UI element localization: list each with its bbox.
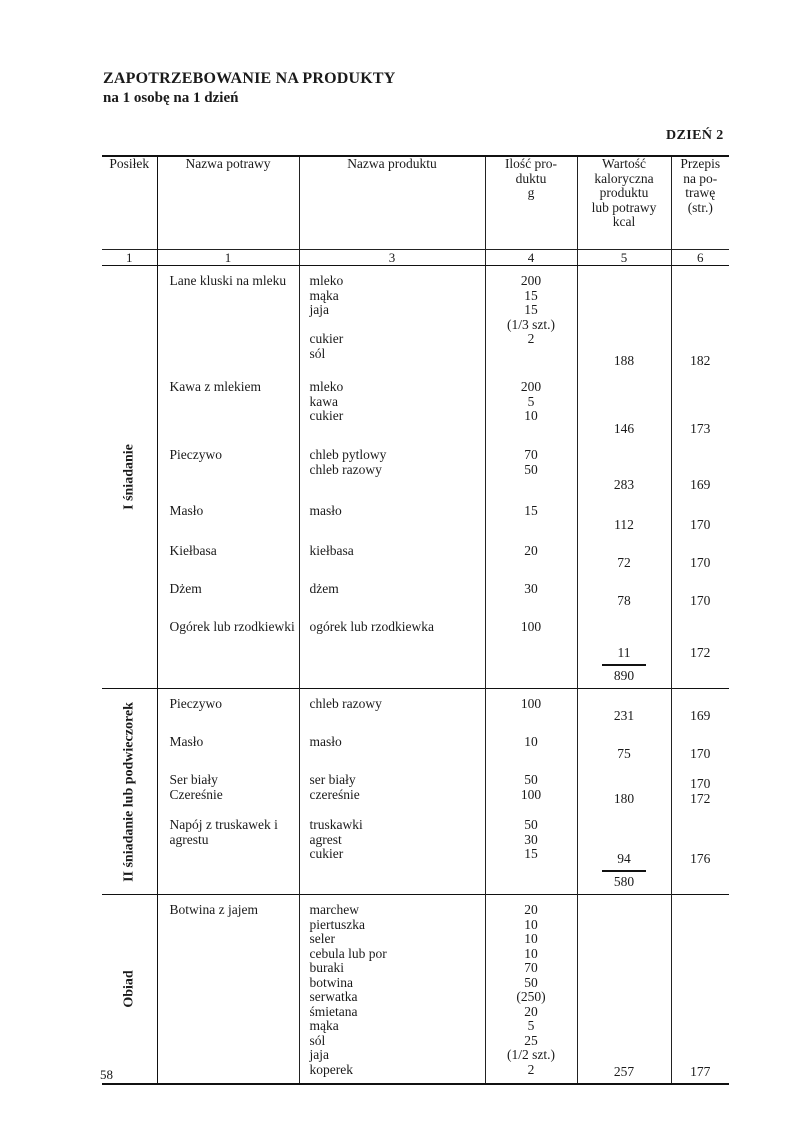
quantity-list [485,810,577,870]
col-number: 3 [299,250,485,266]
product-name [310,318,483,333]
quantity-value: 20 [524,1003,538,1019]
quantity-value: 2 [527,1061,535,1077]
quantity-value: (1/3 szt.) [507,316,555,332]
recipe-page: 170 [690,554,711,570]
dish-name: Ser biały Czereśnie [157,765,299,810]
dish-name: Botwina z jajem [157,895,299,1085]
product-name: ogórek lub rzodkiewka [309,619,434,634]
table-row [102,496,729,536]
quantity-value: 10 [524,945,538,961]
quantity-value: 50 [524,817,538,832]
recipe-page: 169 [690,476,711,492]
empty-cell [157,870,299,895]
day-label: DZIEŃ 2 [666,128,724,143]
kcal-value: 78 [577,574,671,612]
quantity-value: 100 [520,619,542,634]
product-name: marchew [309,902,359,917]
quantity-value: 100 [520,786,542,802]
product-name: ser biały [309,772,356,787]
product-name: czereśnie [309,786,360,802]
quantity-list [485,536,577,574]
product-name: śmietana [309,1003,358,1019]
quantity-value: 15 [524,287,538,303]
product-name: kawa [309,393,338,409]
quantity-list [485,612,577,664]
meal-label: II śniadanie lub podwieczorek [121,701,137,882]
empty-cell [157,664,299,689]
dish-name: Masło [157,727,299,765]
kcal-value: 146 [577,372,671,440]
col-header-dish: Nazwa potrawy [157,156,299,250]
product-list [299,689,485,728]
quantity-value: 25 [524,1032,538,1048]
product-name: piertuszka [309,916,365,932]
product-name: truskawki [309,817,363,832]
kcal-value: 180 [577,765,671,810]
table-row [102,574,729,612]
quantity-value: 15 [524,846,538,861]
table-row [102,689,729,728]
quantity-value: 2 [527,331,535,346]
recipe-page: 169 [671,689,729,728]
col-header-kcal: Wartość kaloryczna produktu lub potrawy kcal [577,156,671,250]
meal-label-cell [102,895,157,1085]
total-row [102,664,729,689]
quantity-value: 15 [524,503,538,518]
quantity-value: 30 [524,581,538,596]
quantity-list [485,765,577,810]
kcal-value: 75 [577,727,671,765]
product-name: sól [309,1032,326,1048]
product-name: mąka [309,1018,339,1033]
quantity-list [485,440,577,496]
recipe-page: 182 [671,266,729,373]
col-number: 5 [577,250,671,266]
quantity-value: 30 [524,831,538,847]
recipe-page: 176 [690,850,711,866]
product-list [299,266,485,373]
col-header-meal: Posiłek [102,156,157,250]
quantity-list [485,266,577,373]
column-number-row [102,250,729,266]
table-row [102,727,729,765]
dish-name: Kawa z mlekiem [157,372,299,440]
product-list [299,574,485,612]
quantity-list [485,689,577,728]
quantity-value: 20 [524,543,538,558]
product-name: sól [309,345,326,361]
recipe-page: 170 [690,745,711,761]
product-name: chleb pytlowy [309,447,387,462]
col-header-quantity: Ilość pro- duktu g [485,156,577,250]
total-row [102,870,729,895]
page-number: 58 [100,1067,113,1082]
table-row [102,895,729,1085]
product-name: chleb razowy [309,461,382,477]
product-name: jaja [309,1047,329,1062]
product-name: mleko [309,273,344,288]
kcal-value: 257 [577,895,671,1085]
table-row [102,440,729,496]
product-name: kiełbasa [309,543,354,558]
empty-cell [485,664,577,689]
quantity-value [486,347,577,362]
product-name: masło [309,503,342,518]
table-row [102,372,729,440]
empty-cell [671,664,729,689]
dish-name: Pieczywo [157,689,299,728]
product-list [299,895,485,1085]
quantity-value: 10 [524,408,538,423]
recipe-page: 170 [690,516,711,532]
kcal-value: 72 [577,536,671,574]
product-name: cebula lub por [309,945,387,961]
table-row [102,612,729,664]
product-name: koperek [309,1061,353,1077]
quantity-list [485,496,577,536]
table-row [102,536,729,574]
product-list [299,612,485,664]
product-name: buraki [309,960,344,975]
quantity-value: 100 [520,696,542,711]
quantity-value: 50 [524,772,538,787]
table-row [102,266,729,373]
dish-name: Lane kluski na mleku [157,266,299,373]
recipe-page: 177 [671,895,729,1085]
kcal-value: 94 [577,810,671,870]
quantity-value: 10 [524,916,538,932]
quantity-value: 70 [524,960,538,975]
quantity-list [485,574,577,612]
product-name: cukier [309,408,344,423]
empty-cell [299,664,485,689]
table-row [102,810,729,870]
quantity-value: 10 [524,734,538,749]
product-name: jaja [309,302,329,317]
product-name: serwatka [309,989,358,1004]
col-number: 1 [102,250,157,266]
menu-table [102,155,729,1085]
total-kcal: 580 [577,870,671,895]
product-name: dżem [309,581,339,596]
kcal-value: 112 [577,496,671,536]
col-number: 1 [157,250,299,266]
empty-cell [299,870,485,895]
quantity-value: (1/2 szt.) [507,1047,555,1062]
page-title: ZAPOTRZEBOWANIE NA PRODUKTY [103,70,396,87]
header-row [102,156,729,250]
product-name: mąka [309,287,339,303]
quantity-value: 5 [527,1018,535,1033]
dish-name: Masło [157,496,299,536]
product-list [299,536,485,574]
dish-name: Ogórek lub rzodkiewki [157,612,299,664]
quantity-value: 200 [520,379,542,394]
product-name: chleb razowy [309,696,382,711]
dish-name: Pieczywo [157,440,299,496]
col-header-product: Nazwa produktu [299,156,485,250]
product-list [299,496,485,536]
quantity-value: 20 [524,902,538,917]
meal-label: I śniadanie [121,444,137,510]
col-number: 6 [671,250,729,266]
page-subtitle: na 1 osobę na 1 dzień [103,90,239,106]
quantity-value: 50 [524,974,538,990]
recipe-page: 170 172 [690,776,711,806]
quantity-value: 10 [524,931,538,946]
quantity-value: 50 [524,461,538,477]
quantity-list [485,895,577,1085]
kcal-value: 231 [577,689,671,728]
menu-body [102,266,729,1085]
product-name: seler [309,931,335,946]
product-name: cukier [309,331,344,346]
recipe-page: 172 [690,644,711,660]
empty-cell [671,870,729,895]
meal-label: Obiad [121,970,137,1008]
product-list [299,372,485,440]
kcal-value: 188 [577,266,671,373]
product-list [299,440,485,496]
table-row [102,765,729,810]
recipe-page: 170 [690,592,711,608]
kcal-value: 283 [577,440,671,496]
quantity-value: 70 [524,447,538,462]
product-list [299,727,485,765]
product-name: mleko [309,379,344,394]
quantity-value: 15 [524,302,538,317]
col-number: 4 [485,250,577,266]
recipe-page: 173 [690,420,711,436]
product-name: botwina [309,974,353,990]
product-name: masło [309,734,342,749]
product-name: cukier [309,846,344,861]
quantity-list [485,727,577,765]
empty-cell [485,870,577,895]
dish-name: Kiełbasa [157,536,299,574]
kcal-value: 11 [577,612,671,664]
meal-label-cell [102,689,157,895]
product-list [299,810,485,870]
dish-name: Napój z truskawek i agrestu [157,810,299,870]
col-header-recipe: Przepis na po- trawę (str.) [680,156,721,215]
product-list [299,765,485,810]
meal-label-cell [102,266,157,689]
quantity-value: 200 [520,273,542,288]
quantity-value: (250) [516,989,546,1004]
quantity-list [485,372,577,440]
product-name: agrest [309,831,342,847]
total-kcal: 890 [577,664,671,689]
dish-name: Dżem [157,574,299,612]
quantity-value: 5 [527,393,535,409]
